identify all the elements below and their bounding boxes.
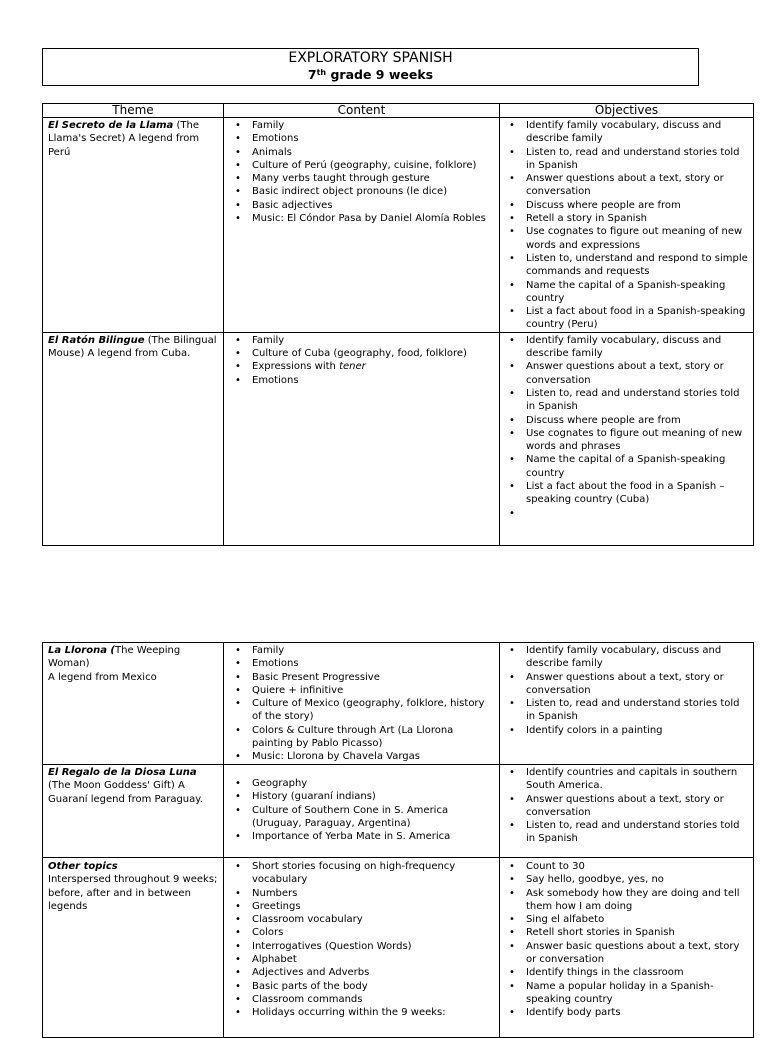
list-item: • Holidays occurring within the 9 weeks: (231, 1006, 494, 1019)
list-item: • Basic indirect object pronouns (le dice) (231, 185, 494, 198)
theme-cell (43, 858, 224, 1038)
list-item: • History (guaraní indians) (231, 790, 494, 803)
list-item: • Use cognates to figure out meaning of new words and expressions (505, 225, 748, 252)
list-item: • List a fact about food in a Spanish-speaking country (Peru) (505, 305, 748, 332)
header-objectives: Objectives (500, 104, 754, 118)
table-row (43, 118, 754, 333)
curriculum-table-2 (42, 642, 754, 1038)
list-item (231, 360, 494, 373)
list-item: • Name a popular holiday in a Spanish-speaking country (505, 980, 748, 1007)
list-item: • Geography (231, 777, 494, 790)
list-item: • Family (231, 644, 494, 657)
theme-cell (43, 765, 224, 858)
list-item: • Music: Llorona by Chavela Vargas (231, 750, 494, 763)
list-item: • Culture of Mexico (geography, folklore, history of the story) (231, 697, 494, 724)
list-item: • Many verbs taught through gesture (231, 172, 494, 185)
list-item: • Name the capital of a Spanish-speaking country (505, 453, 748, 480)
objectives-cell (500, 332, 754, 545)
curriculum-table-1 (42, 103, 754, 546)
document-title: EXPLORATORY SPANISH (288, 50, 453, 66)
list-item: • Emotions (231, 374, 494, 387)
list-item: • Listen to, read and understand stories told in Spanish (505, 387, 748, 414)
list-item: • Identify family vocabulary, discuss and describe family (505, 119, 748, 146)
list-item: • Adjectives and Adverbs (231, 966, 494, 979)
list-item: • Basic adjectives (231, 199, 494, 212)
list-item: • Culture of Perú (geography, cuisine, folklore) (231, 159, 494, 172)
list-item: • Ask somebody how they are doing and tell them how I am doing (505, 887, 748, 914)
list-item: • Answer questions about a text, story or conversation (505, 793, 748, 820)
theme-title: La Llorona ( (48, 645, 115, 656)
list-item: • Music: El Cóndor Pasa by Daniel Alomía Robles (231, 212, 494, 225)
list-item: • Culture of Southern Cone in S. America (Uruguay, Paraguay, Argentina) (231, 804, 494, 831)
list-item: • Name the capital of a Spanish-speaking country (505, 279, 748, 306)
list-item: • Basic parts of the body (231, 980, 494, 993)
list-item: • Answer questions about a text, story or conversation (505, 172, 748, 199)
objectives-cell (500, 118, 754, 333)
list-item: • Classroom commands (231, 993, 494, 1006)
list-item: • Identify things in the classroom (505, 966, 748, 979)
grade-number: 7 (307, 67, 317, 82)
grade-superscript: th (316, 68, 327, 77)
theme-cell (43, 332, 224, 545)
list-item: • Listen to, read and understand stories told in Spanish (505, 146, 748, 173)
list-item: • Answer basic questions about a text, story or conversation (505, 940, 748, 967)
list-item: • Alphabet (231, 953, 494, 966)
document-subtitle (43, 67, 698, 83)
list-item: • Use cognates to figure out meaning of new words and phrases (505, 427, 748, 454)
list-item: • Retell short stories in Spanish (505, 926, 748, 939)
list-item: • Sing el alfabeto (505, 913, 748, 926)
list-item: • Answer questions about a text, story or conversation (505, 360, 748, 387)
list-item: • Numbers (231, 887, 494, 900)
list-item: • Identify family vocabulary, discuss and describe family (505, 644, 748, 671)
list-item: • Listen to, understand and respond to simple commands and requests (505, 252, 748, 279)
list-item: • Identify colors in a painting (505, 724, 748, 737)
list-item: • Quiere + infinitive (231, 684, 494, 697)
theme-description: The Weeping Woman) (48, 645, 181, 670)
list-item: • Discuss where people are from (505, 414, 748, 427)
list-item: • Family (231, 334, 494, 347)
list-item-italic: tener (339, 361, 366, 373)
theme-cell (43, 118, 224, 333)
table-row (43, 765, 754, 858)
objectives-cell (500, 765, 754, 858)
content-cell (224, 643, 500, 765)
theme-description: Interspersed throughout 9 weeks; before, after and in between legends (48, 874, 218, 912)
header-row (43, 104, 754, 118)
theme-title: El Secreto de la Llama (48, 120, 174, 131)
table-row (43, 858, 754, 1038)
list-item: • Classroom vocabulary (231, 913, 494, 926)
list-item: • Importance of Yerba Mate in S. America (231, 830, 494, 843)
content-cell (224, 118, 500, 333)
theme-description: (The Bilingual Mouse) A legend from Cuba. (48, 334, 217, 360)
objectives-cell (500, 858, 754, 1038)
list-item: • Family (231, 119, 494, 132)
content-cell (224, 332, 500, 545)
document-title-box (42, 48, 699, 86)
list-item: • Identify countries and capitals in southern South America. (505, 766, 748, 793)
theme-title: El Regalo de la Diosa Luna (48, 767, 197, 778)
list-item-text: Expressions with (252, 361, 340, 373)
list-item: • Listen to, read and understand stories told in Spanish (505, 697, 748, 724)
theme-origin: A legend from Mexico (48, 671, 157, 683)
list-item: • Culture of Cuba (geography, food, folklore) (231, 347, 494, 360)
list-item: • Emotions (231, 132, 494, 145)
list-item: • Count to 30 (505, 860, 748, 873)
objectives-cell (500, 643, 754, 765)
theme-description: (The Moon Goddess' Gift) A Guaraní legend from Paraguay. (48, 780, 203, 805)
header-theme: Theme (43, 104, 224, 118)
list-item: • Discuss where people are from (505, 199, 748, 212)
header-content: Content (224, 104, 500, 118)
list-item: • List a fact about the food in a Spanish –speaking country (Cuba) (505, 480, 748, 507)
table-row (43, 332, 754, 545)
theme-description: (The Llama's Secret) A legend from Perú (48, 120, 200, 158)
list-item: • Listen to, read and understand stories told in Spanish (505, 819, 748, 846)
list-item: • Colors (231, 926, 494, 939)
theme-cell (43, 643, 224, 765)
list-item: • Identify family vocabulary, discuss and describe family (505, 334, 748, 361)
list-item: • Basic Present Progressive (231, 671, 494, 684)
list-item: • Interrogatives (Question Words) (231, 940, 494, 953)
list-item: • Retell a story in Spanish (505, 212, 748, 225)
theme-title: El Ratón Bilingue (48, 334, 145, 346)
list-item: • Animals (231, 146, 494, 159)
list-item: • Identify body parts (505, 1006, 748, 1019)
list-item: • Answer questions about a text, story or conversation (505, 671, 748, 698)
list-item: • Emotions (231, 657, 494, 670)
list-item: • Say hello, goodbye, yes, no (505, 873, 748, 886)
list-item: • Greetings (231, 900, 494, 913)
theme-title: Other topics (48, 861, 118, 872)
content-cell (224, 858, 500, 1038)
grade-text: grade 9 weeks (326, 67, 434, 82)
table-row (43, 643, 754, 765)
list-item: • Colors & Culture through Art (La Llorona painting by Pablo Picasso) (231, 724, 494, 751)
list-item: • Short stories focusing on high-frequency vocabulary (231, 860, 494, 887)
content-cell (224, 765, 500, 858)
empty-list-item (505, 507, 748, 520)
